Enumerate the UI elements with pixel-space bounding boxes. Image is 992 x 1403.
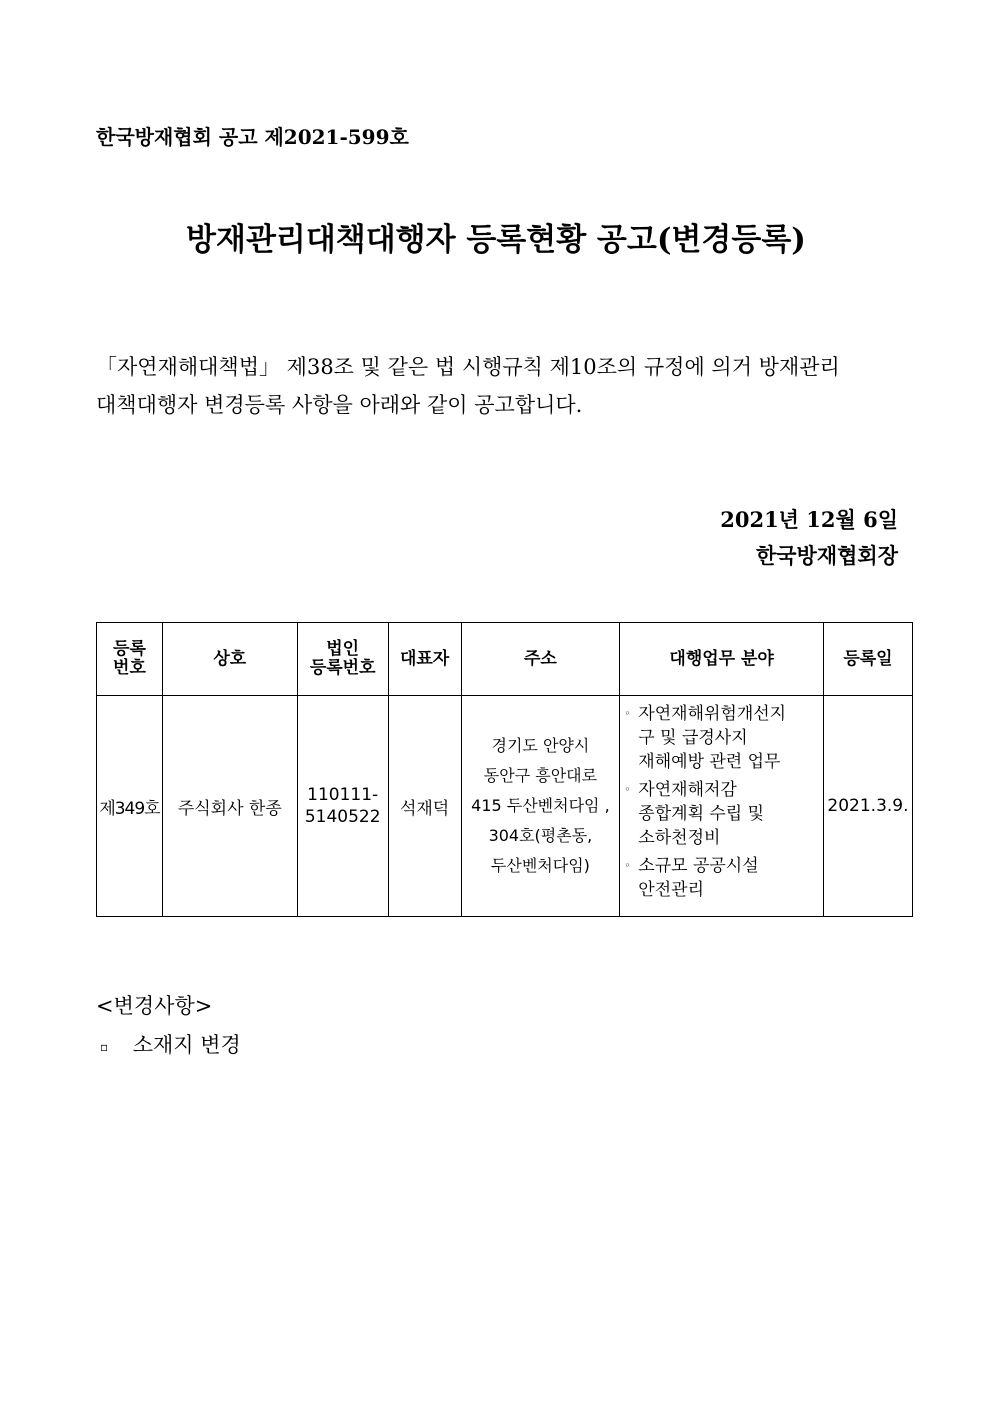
- cell-reg-date: 2021.3.9.: [823, 696, 912, 917]
- changes-item: [100, 1029, 241, 1059]
- header-reg-no: 등록 번호: [97, 623, 163, 696]
- business-item: [624, 778, 819, 850]
- cell-company: 주식회사 한종: [162, 696, 297, 917]
- header-corp-no: 법인 등록번호: [297, 623, 388, 696]
- notice-body-line-2: 대책대행자 변경등록 사항을 아래와 같이 공고합니다.: [96, 393, 583, 417]
- business-item: [624, 854, 819, 902]
- bullet-icon: ◦: [624, 783, 631, 796]
- issuer-name: 한국방재협회장: [755, 543, 898, 568]
- bullet-icon: ◦: [624, 707, 631, 720]
- bullet-icon: ◦: [624, 859, 631, 872]
- notice-date: 2021년 12월 6일: [720, 507, 898, 532]
- header-company: 상호: [162, 623, 297, 696]
- table-header-row: [97, 623, 913, 696]
- header-business: 대행업무 분야: [620, 623, 824, 696]
- business-item: [624, 702, 819, 774]
- header-rep: 대표자: [388, 623, 461, 696]
- changes-item-text: 소재지 변경: [132, 1033, 241, 1057]
- business-item-text: 자연재해저감 종합계획 수립 및 소하천정비: [638, 780, 765, 848]
- cell-address: 경기도 안양시 동안구 흥안대로 415 두산벤처다임 , 304호(평촌동, 두산벤처다임): [461, 696, 620, 917]
- square-bullet-icon: ▫: [100, 1039, 109, 1054]
- registration-table: [96, 622, 913, 917]
- cell-business: [620, 696, 824, 917]
- cell-corp-no: 110111- 5140522: [297, 696, 388, 917]
- page-title: 방재관리대책대행자 등록현황 공고(변경등록): [186, 222, 806, 258]
- header-address: 주소: [461, 623, 620, 696]
- business-item-text: 소규모 공공시설 안전관리: [638, 856, 759, 900]
- changes-heading: <변경사항>: [96, 994, 213, 1018]
- table-row: [97, 696, 913, 917]
- notice-body-line-1: 「자연재해대책법」 제38조 및 같은 법 시행규칙 제10조의 규정에 의거 방재관리: [96, 355, 840, 379]
- cell-reg-no: 제349호: [97, 696, 163, 917]
- notice-number: 한국방재협회 공고 제2021-599호: [96, 125, 409, 149]
- business-item-text: 자연재해위험개선지 구 및 급경사지 재해예방 관련 업무: [638, 704, 787, 772]
- header-reg-date: 등록일: [823, 623, 912, 696]
- cell-rep: 석재덕: [388, 696, 461, 917]
- notice-body: [96, 348, 901, 424]
